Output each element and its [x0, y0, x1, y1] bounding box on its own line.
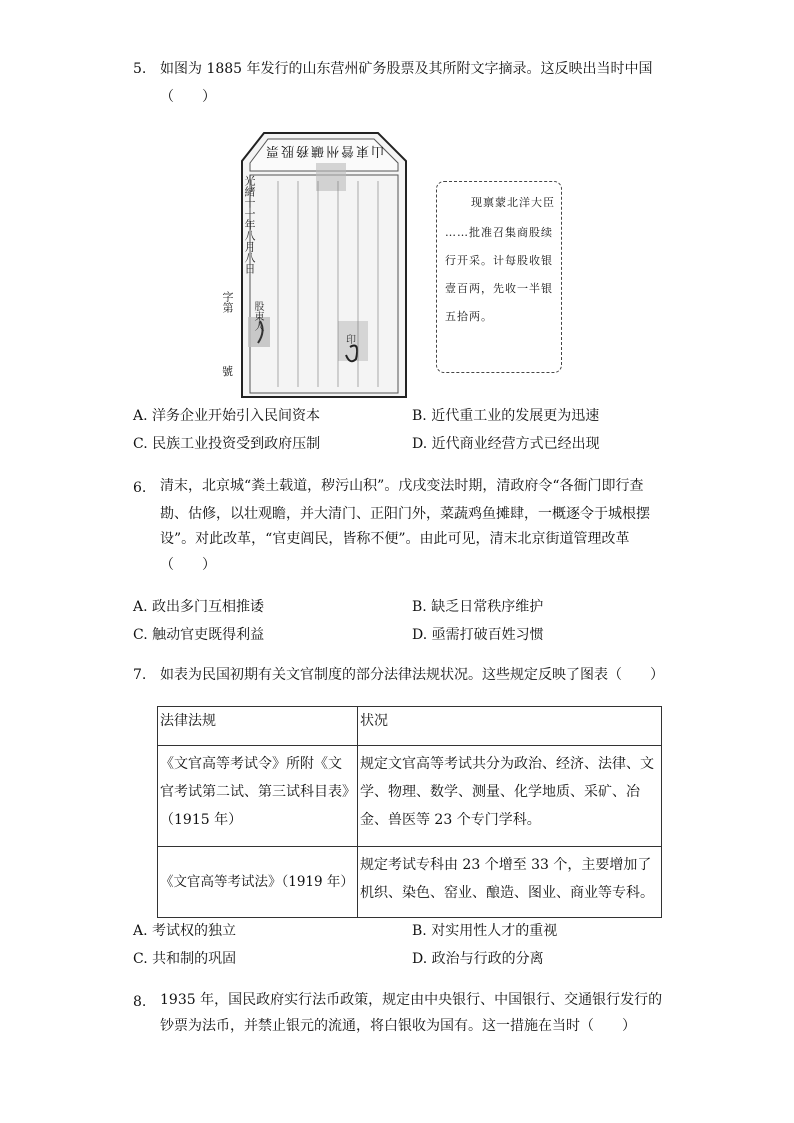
q5-option-d[interactable]: D. 近代商业经营方式已经出现 — [412, 436, 600, 452]
question-6-stem-line-2: 勘、估修，以壮观瞻，并大清门、正阳门外，菜蔬鸡鱼摊肆，一概逐令于城根摆 — [160, 506, 650, 522]
q6-option-b[interactable]: B. 缺乏日常秩序维护 — [412, 599, 544, 615]
question-5-stem: 如图为 1885 年发行的山东营州矿务股票及其所附文字摘录。这反映出当时中国 — [160, 61, 653, 77]
stock-side-label-2: 號 — [222, 365, 233, 378]
stock-note-box — [436, 181, 562, 373]
q5-option-c[interactable]: C. 民族工业投资受到政府压制 — [133, 436, 321, 452]
question-7-number: 7. — [133, 667, 147, 683]
stock-holder-label: 股東人 — [252, 301, 263, 331]
q6-option-c[interactable]: C. 触动官吏既得利益 — [133, 627, 265, 643]
q6-option-a[interactable]: A. 政出多门互相推诿 — [133, 599, 265, 615]
question-6-number: 6. — [133, 480, 147, 496]
q7-option-b[interactable]: B. 对实用性人才的重视 — [412, 923, 558, 939]
law-table-header-row — [158, 707, 662, 746]
stock-header-text: 山東營州礦務股票 — [263, 143, 384, 158]
law-table — [157, 706, 662, 918]
stock-certificate-image — [221, 131, 410, 399]
note-line-1: ……批准召集商股续 — [445, 226, 553, 239]
table-row — [158, 847, 662, 918]
q5-option-a[interactable]: A. 洋务企业开始引入民间资本 — [133, 408, 321, 424]
question-5-blank: （ ） — [160, 89, 216, 105]
question-5-number: 5. — [133, 61, 147, 77]
q7-option-c[interactable]: C. 共和制的巩固 — [133, 951, 237, 967]
stock-seal-mark: 印 — [346, 335, 356, 346]
table-row — [158, 746, 662, 847]
question-6-blank: （ ） — [160, 557, 216, 573]
note-line-3: 壹百两，先收一半银 — [445, 282, 553, 295]
law-table-cell-status-1: 规定文官高等考试共分为政治、经济、法律、文学、物理、数学、测量、化学地质、采矿、冶金、兽医等 23 个专门学科。 — [357, 746, 661, 847]
stock-side-label: 字第 — [221, 291, 234, 313]
question-7-stem: 如表为民国初期有关文官制度的部分法律法规状况。这些规定反映了图表（ ） — [160, 667, 664, 683]
note-line-4: 五拾两。 — [445, 310, 493, 323]
q7-option-d[interactable]: D. 政治与行政的分离 — [412, 951, 544, 967]
law-table-cell-law-1: 《文官高等考试令》所附《文官考试第二试、第三试科目表》（1915 年） — [158, 746, 358, 847]
question-8-stem-line-1: 1935 年，国民政府实行法币政策，规定由中央银行、中国银行、交通银行发行的 — [160, 992, 663, 1008]
stock-date-text: 光緒十一年八月八日 — [243, 175, 256, 274]
note-title: 现禀蒙北洋大臣 — [471, 196, 555, 209]
note-line-2: 行开采。计每股收银 — [445, 254, 553, 267]
law-table-header-status: 状况 — [357, 707, 661, 746]
question-6-stem-line-3: 设”。对此改革，“官吏阊民，皆称不便”。由此可见，清末北京街道管理改革 — [160, 531, 630, 547]
q5-option-b[interactable]: B. 近代重工业的发展更为迅速 — [412, 408, 600, 424]
question-8-number: 8. — [133, 994, 147, 1010]
law-table-cell-status-2: 规定考试专科由 23 个增至 33 个，主要增加了机织、染色、窑业、酿造、图业、商业等专科。 — [357, 847, 661, 918]
question-8-stem-line-2: 钞票为法币，并禁止银元的流通，将白银收为国有。这一措施在当时（ ） — [160, 1018, 636, 1034]
question-6-stem-line-1: 清末，北京城“粪土载道，秽污山积”。戊戌变法时期，清政府令“各衙门即行查 — [160, 478, 644, 494]
law-table-header-laws: 法律法规 — [158, 707, 358, 746]
q7-option-a[interactable]: A. 考试权的独立 — [133, 923, 237, 939]
law-table-cell-law-2: 《文官高等考试法》（1919 年） — [158, 847, 358, 918]
q6-option-d[interactable]: D. 亟需打破百姓习惯 — [412, 627, 544, 643]
